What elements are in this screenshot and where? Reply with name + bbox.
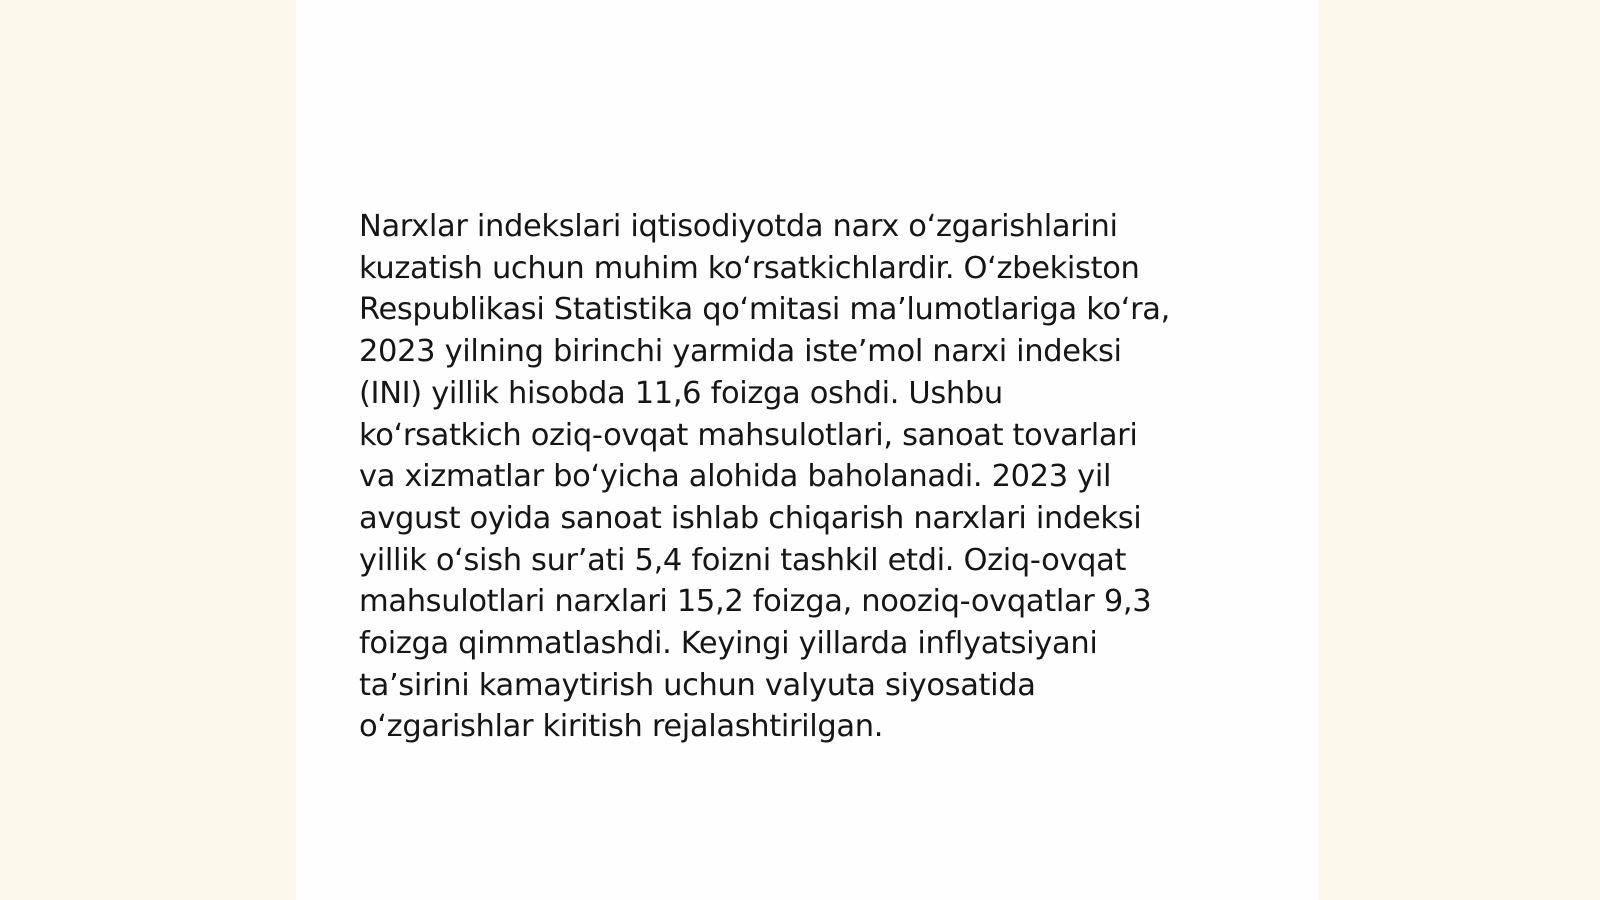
paragraph-line: yillik oʻsish surʼati 5,4 foizni tashkil etdi. Oziq-ovqat [359,542,1127,578]
paragraph-line: oʻzgarishlar kiritish rejalashtirilgan. [359,709,884,745]
paragraph-line: kuzatish uchun muhim koʻrsatkichlardir. Oʻzbekiston [359,250,1140,286]
paragraph-line: Narxlar indekslari iqtisodiyotda narx oʻzgarishlarini [359,209,1118,244]
paragraph-line: (INI) yillik hisobda 11,6 foizga oshdi. Ushbu [359,375,1003,411]
paragraph-line: 2023 yilning birinchi yarmida isteʼmol narxi indeksi [359,334,1122,370]
paragraph-line: koʻrsatkich oziq-ovqat mahsulotlari, sanoat tovarlari [359,417,1138,453]
paragraph-line: taʼsirini kamaytirish uchun valyuta siyosatida [359,667,1036,703]
paragraph-line: va xizmatlar boʻyicha alohida baholanadi. 2023 yil [359,459,1112,495]
paragraph-line: mahsulotlari narxlari 15,2 foizga, nooziq-ovqatlar 9,3 [359,584,1152,620]
paragraph-line: avgust oyida sanoat ishlab chiqarish narxlari indeksi [359,500,1142,536]
document-page [296,0,1318,900]
paragraph-line: foizga qimmatlashdi. Keyingi yillarda inflyatsiyani [359,626,1098,662]
paragraph-line: Respublikasi Statistika qoʻmitasi maʼlumotlariga koʻra, [359,292,1170,328]
paragraph [359,206,1239,748]
